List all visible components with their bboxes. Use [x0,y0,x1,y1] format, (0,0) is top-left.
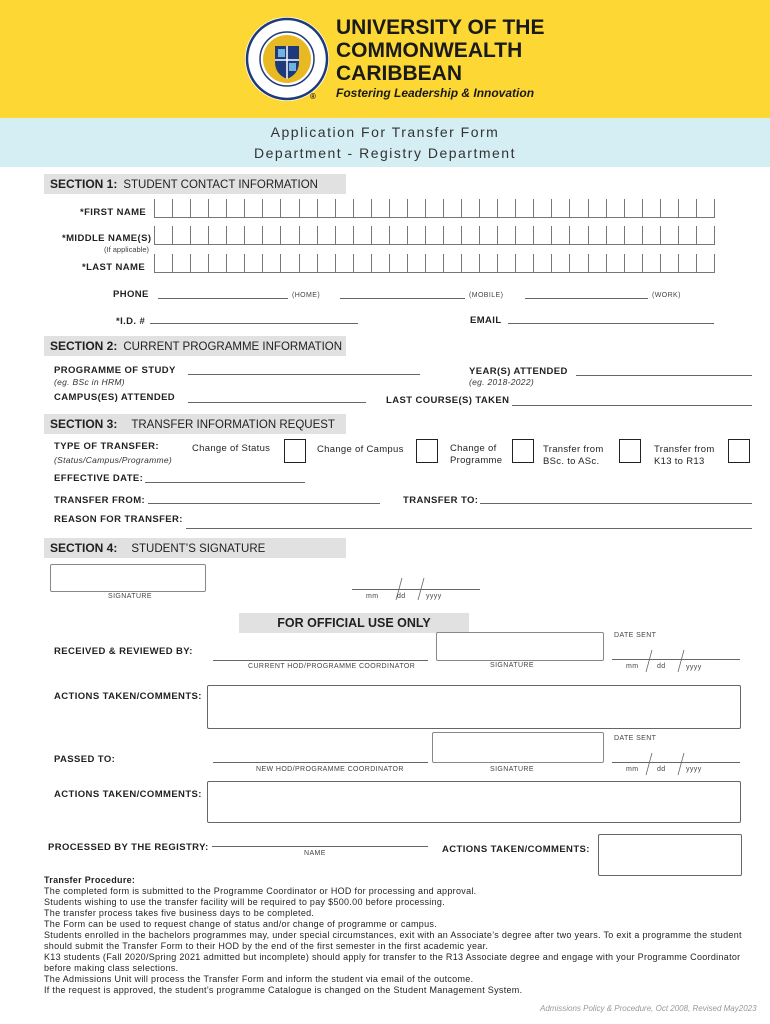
first-name-field[interactable] [154,199,715,218]
actions-label-1: ACTIONS TAKEN/COMMENTS: [54,691,202,702]
date-sent-dd-2: dd [657,766,666,773]
procedure-line: The transfer process takes five business days to be completed. [44,908,315,918]
actions-box-2[interactable] [207,781,741,823]
form-department: Department - Registry Department [254,145,516,161]
student-signature-box[interactable] [50,564,206,592]
phone-mobile-field[interactable] [340,298,465,299]
phone-mobile-caption: (MOBILE) [469,292,504,299]
id-field[interactable] [150,323,358,324]
k13-to-r13-checkbox[interactable] [728,439,750,463]
new-hod-field[interactable] [213,762,428,763]
option-change-programme-label: Change of Programme [450,443,503,466]
transfer-to-label: TRANSFER TO: [403,495,479,506]
registry-name-caption: NAME [304,850,326,857]
university-tagline: Fostering Leadership & Innovation [336,86,535,100]
programme-label: PROGRAMME OF STUDY [54,365,176,376]
last-course-label: LAST COURSE(S) TAKEN [386,395,510,406]
change-status-checkbox[interactable] [284,439,306,463]
passed-to-label: PASSED TO: [54,754,116,765]
effective-date-field[interactable] [145,482,305,483]
procedure-line: K13 students (Fall 2020/Spring 2021 admitted but incomplete) should apply for transfer to the R13 Associate degree and engage with your Programme Coordinator before making class selections. [44,952,741,973]
transfer-from-label: TRANSFER FROM: [54,495,146,506]
date-sent-yyyy-2: yyyy [686,766,702,773]
option-change-status-label: Change of Status [192,443,271,454]
transfer-from-field[interactable] [148,503,380,504]
first-name-label: *FIRST NAME [80,207,147,218]
actions-box-3[interactable] [598,834,742,876]
received-reviewed-label: RECEIVED & REVIEWED BY: [54,646,193,657]
option-k13-to-r13-label: Transfer from K13 to R13 [654,444,715,467]
middle-name-field[interactable] [154,226,715,245]
programme-hint: (eg. BSc in HRM) [54,377,125,387]
procedure-line: Students wishing to use the transfer facility will be required to pay $500.00 before processing. [44,897,446,907]
effective-date-label: EFFECTIVE DATE: [54,473,144,484]
footer-note: Admissions Policy & Procedure, Oct 2008, Revised May2023 [540,1004,757,1013]
middle-name-label: *MIDDLE NAME(S) [62,233,152,244]
option-bsc-to-asc-label: Transfer from BSc. to ASc. [543,444,604,467]
procedure-line: The completed form is submitted to the Programme Coordinator or HOD for processing and approval. [44,886,477,896]
phone-home-field[interactable] [158,298,288,299]
date-sent-dd-1: dd [657,663,666,670]
new-hod-signature-box[interactable] [432,732,604,763]
years-field[interactable] [576,375,752,376]
processed-registry-label: PROCESSED BY THE REGISTRY: [48,842,209,853]
reason-label: REASON FOR TRANSFER: [54,514,183,525]
section-1-header: SECTION 1: STUDENT CONTACT INFORMATION [44,174,346,194]
procedure-line: The Admissions Unit will process the Transfer Form and inform the student via email of the outcome. [44,974,474,984]
last-course-field[interactable] [512,405,752,406]
campus-field[interactable] [188,402,366,403]
date-sent-caption-2: DATE SENT [614,735,657,742]
procedure-title: Transfer Procedure: [44,875,136,885]
email-label: EMAIL [470,315,502,326]
section-4-header: SECTION 4: STUDENT’S SIGNATURE [44,538,346,558]
phone-work-caption: (WORK) [652,292,681,299]
current-hod-signature-caption: SIGNATURE [490,662,534,669]
registered-mark: ® [310,92,316,101]
years-label: YEAR(S) ATTENDED [469,366,568,377]
form-title: Application For Transfer Form [270,124,500,140]
procedure-line: If the request is approved, the student’s programme Catalogue is changed on the Student Management System. [44,985,523,995]
transfer-type-hint: (Status/Campus/Programme) [54,455,173,465]
registry-name-field[interactable] [212,846,428,847]
transfer-to-field[interactable] [480,503,752,504]
phone-label: PHONE [113,289,149,300]
official-use-header: FOR OFFICIAL USE ONLY [239,613,469,633]
date-sent-caption-1: DATE SENT [614,632,657,639]
procedure-line: The Form can be used to request change of status and/or change of programme or campus. [44,919,438,929]
student-signature-caption: SIGNATURE [108,593,152,600]
email-field[interactable] [508,323,714,324]
programme-field[interactable] [188,374,420,375]
option-change-campus-label: Change of Campus [317,444,404,455]
change-campus-checkbox[interactable] [416,439,438,463]
actions-box-1[interactable] [207,685,741,729]
current-hod-caption: CURRENT HOD/PROGRAMME COORDINATOR [248,663,416,670]
transfer-type-label: TYPE OF TRANSFER: [54,441,159,452]
transfer-procedure [44,875,744,996]
new-hod-caption: NEW HOD/PROGRAMME COORDINATOR [256,766,404,773]
date-sent-mm-1: mm [626,663,639,670]
student-date-yyyy: yyyy [426,593,442,600]
middle-name-note: (If applicable) [104,245,150,254]
section-3-header: SECTION 3: TRANSFER INFORMATION REQUEST [44,414,346,434]
current-hod-field[interactable] [213,660,428,661]
id-label: *I.D. # [116,316,146,327]
student-date-dd: dd [397,593,406,600]
years-hint: (eg. 2018-2022) [469,377,534,387]
bsc-to-asc-checkbox[interactable] [619,439,641,463]
date-sent-yyyy-1: yyyy [686,664,702,671]
phone-home-caption: (HOME) [292,292,321,299]
procedure-line: Students enrolled in the bachelors programmes may, under special circumstances, exit with an Associate’s degree after two years. To exit a programme the student should submit the Transfer Form to their HOD by the end of the first semester in the first academic year. [44,930,742,951]
actions-label-3: ACTIONS TAKEN/COMMENTS: [442,844,590,855]
last-name-label: *LAST NAME [82,262,146,273]
reason-field[interactable] [186,528,752,529]
phone-work-field[interactable] [525,298,648,299]
student-date-mm: mm [366,593,379,600]
university-seal-icon [244,16,330,102]
current-hod-signature-box[interactable] [436,632,604,661]
new-hod-signature-caption: SIGNATURE [490,766,534,773]
last-name-field[interactable] [154,254,715,273]
university-name: UNIVERSITY OF THE COMMONWEALTH CARIBBEAN [336,16,545,85]
date-sent-mm-2: mm [626,766,639,773]
change-programme-checkbox[interactable] [512,439,534,463]
section-2-header: SECTION 2: CURRENT PROGRAMME INFORMATION [44,336,346,356]
campus-label: CAMPUS(ES) ATTENDED [54,392,176,403]
actions-label-2: ACTIONS TAKEN/COMMENTS: [54,789,202,800]
